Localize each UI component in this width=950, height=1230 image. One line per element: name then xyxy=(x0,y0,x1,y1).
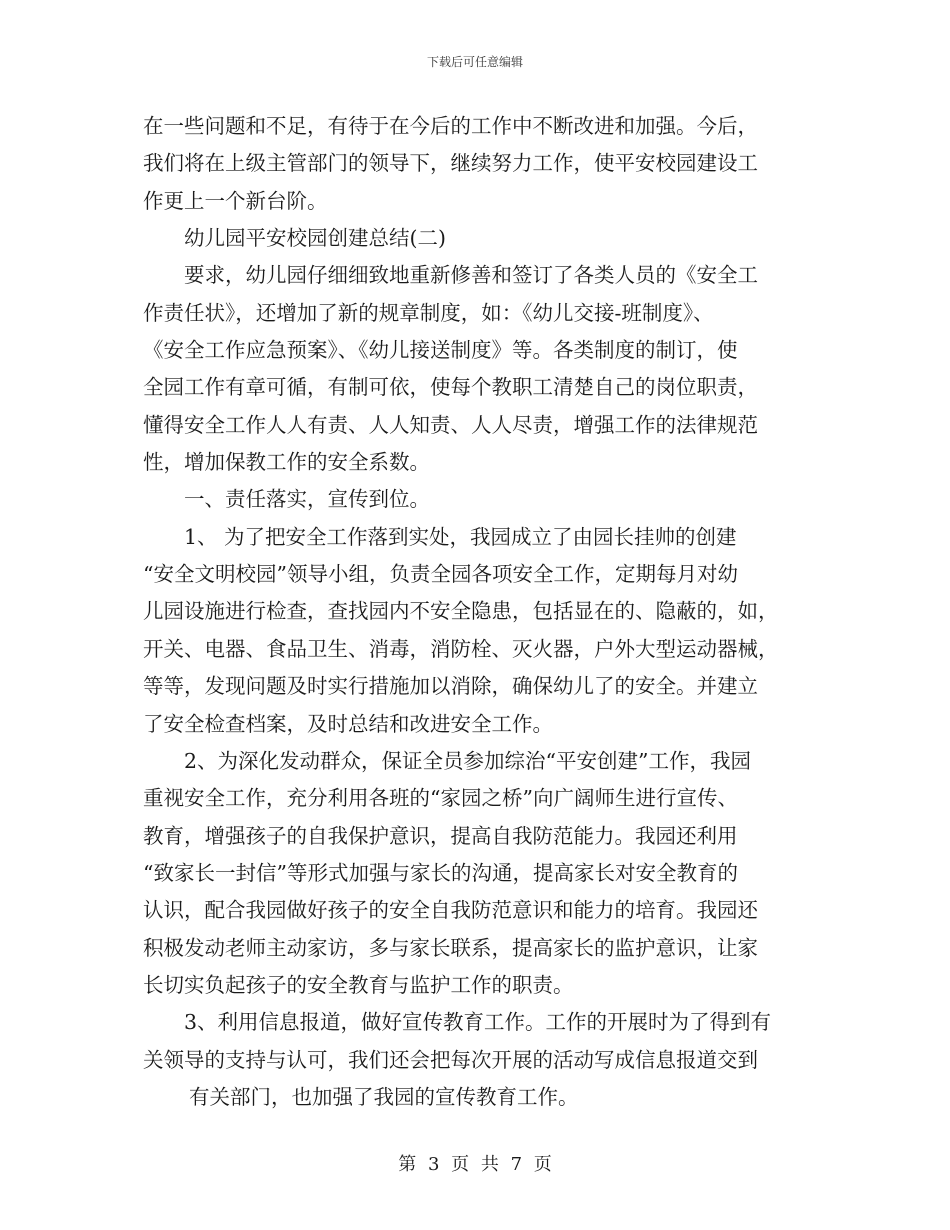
page-footer xyxy=(0,1150,950,1176)
body-line: 要求，幼儿园仔细细致地重新修善和签订了各类人员的《安全工 xyxy=(184,263,758,288)
body-line: 《安全工作应急预案》、《幼儿接送制度》等。各类制度的制订，使 xyxy=(143,338,738,363)
body-line: 2、为深化发动群众，保证全员参加综治“平安创建”工作，我园 xyxy=(184,748,752,773)
page-label-total-prefix: 共 xyxy=(480,1154,499,1175)
body-line: 关领导的支持与认可，我们还会把每次开展的活动写成信息报道交到 xyxy=(143,1047,758,1072)
body-line: 重视安全工作，充分利用各班的“家园之桥”向广阔师生进行宣传、 xyxy=(143,786,738,811)
body-line: 懂得安全工作人人有责、人人知责、人人尽责，增强工作的法律规范 xyxy=(143,412,758,437)
body-line: 认识，配合我园做好孩子的安全自我防范意识和能力的培育。我园还 xyxy=(143,898,758,923)
section-title: 幼儿园平安校园创建总结(二) xyxy=(184,226,446,251)
section-heading: 一、责任落实，宣传到位。 xyxy=(184,487,430,512)
body-line: 了安全检查档案，及时总结和改进安全工作。 xyxy=(143,711,553,736)
body-line: 开关、电器、食品卫生、消毒，消防栓、灭火器，户外大型运动器械， xyxy=(143,636,779,661)
body-line: “安全文明校园”领导小组，负责全园各项安全工作，定期每月对幼 xyxy=(143,562,738,587)
document-body xyxy=(143,108,815,1116)
page-label-suffix: 页 xyxy=(533,1154,552,1175)
body-line: 性，增加保教工作的安全系数。 xyxy=(143,450,430,475)
body-line: 全园工作有章可循，有制可依，使每个教职工清楚自己的岗位职责， xyxy=(143,375,758,400)
body-line: 儿园设施进行检查，查找园内不安全隐患，包括显在的、隐蔽的，如， xyxy=(143,599,779,624)
body-line: 积极发动老师主动家访，多与家长联系，提高家长的监护意识，让家 xyxy=(143,935,758,960)
page-label-prefix: 第 xyxy=(398,1154,417,1175)
body-line: 有关部门，也加强了我园的宣传教育工作。 xyxy=(189,1084,579,1109)
body-line: “致家长一封信”等形式加强与家长的沟通，提高家长对安全教育的 xyxy=(143,860,738,885)
body-line: 作更上一个新台阶。 xyxy=(143,188,328,213)
body-line: 长切实负起孩子的安全教育与监护工作的职责。 xyxy=(143,972,574,997)
page-total: 7 xyxy=(510,1154,523,1175)
page-header-note: 下载后可任意编辑 xyxy=(426,55,523,69)
page-label-mid: 页 xyxy=(451,1154,470,1175)
body-line: 3、利用信息报道，做好宣传教育工作。工作的开展时为了得到有 xyxy=(184,1010,772,1035)
body-line: 1、 为了把安全工作落到实处，我园成立了由园长挂帅的创建 xyxy=(184,524,737,549)
body-line: 我们将在上级主管部门的领导下，继续努力工作，使平安校园建设工 xyxy=(143,151,758,176)
body-line: 在一些问题和不足，有待于在今后的工作中不断改进和加强。今后， xyxy=(143,114,758,138)
body-line: 教育，增强孩子的自我保护意识，提高自我防范能力。我园还利用 xyxy=(143,823,738,848)
page-current: 3 xyxy=(427,1154,440,1175)
body-line: 作责任状》，还增加了新的规章制度，如：《幼儿交接-班制度》、 xyxy=(143,300,714,325)
body-line: 等等，发现问题及时实行措施加以消除，确保幼儿了的安全。并建立 xyxy=(143,674,758,699)
